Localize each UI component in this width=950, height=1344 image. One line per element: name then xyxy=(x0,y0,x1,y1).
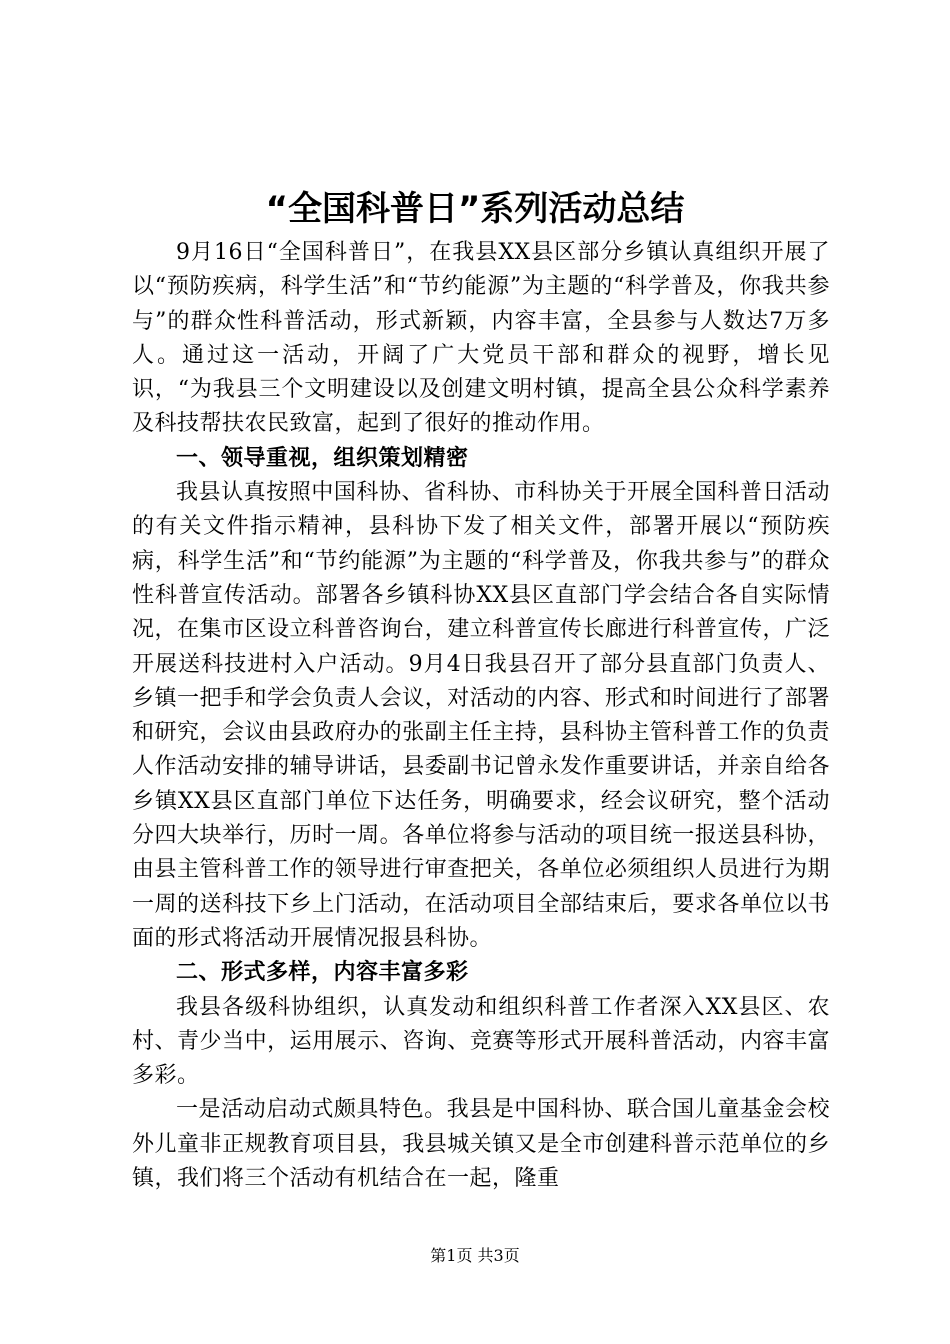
section-heading-1: 一、领导重视，组织策划精密 xyxy=(176,445,469,471)
intro-paragraph: 9月16日“全国科普日”，在我县XX县区部分乡镇认真组织开展了以“预防疾病，科学生活”和“节约能源”为主题的“科学普及，你我共参与”的群众性科普活动，形式新颖，内容丰富，全县参与人数达7万多人。通过这一活动，开阔了广大党员干部和群众的视野，增长见识，“为我县三个文明建设以及创建文明村镇，提高全县公众科学素养及科技帮扶农民致富，起到了很好的推动作用。 xyxy=(132,240,830,437)
page-number: 第1页 共3页 xyxy=(430,1246,520,1265)
section-heading-2: 二、形式多样，内容丰富多彩 xyxy=(176,960,469,986)
section-1-paragraph: 我县认真按照中国科协、省科协、市科协关于开展全国科普日活动的有关文件指示精神，县科协下发了相关文件，部署开展以“预防疾病，科学生活”和“节约能源”为主题的“科学普及，你我共参与”的群众性科普宣传活动。部署各乡镇科协XX县区直部门学会结合各自实际情况，在集市区设立科普咨询台，建立科普宣传长廊进行科普宣传，广泛开展送科技进村入户活动。9月4日我县召开了部分县直部门负责人、乡镇一把手和学会负责人会议，对活动的内容、形式和时间进行了部署和研究，会议由县政府办的张副主任主持，县科协主管科普工作的负责人作活动安排的辅导讲话，县委副书记曾永发作重要讲话，并亲自给各乡镇XX县区直部门单位下达任务，明确要求，经会议研究，整个活动分四大块举行，历时一周。各单位将参与活动的项目统一报送县科协，由县主管科普工作的领导进行审查把关，各单位必须组织人员进行为期一周的送科技下乡上门活动，在活动项目全部结束后，要求各单位以书面的形式将活动开展情况报县科协。 xyxy=(132,480,830,951)
document-title: “全国科普日”系列活动总结 xyxy=(265,189,685,229)
document-body xyxy=(132,236,830,1196)
section-2-paragraph: 我县各级科协组织，认真发动和组织科普工作者深入XX县区、农村、青少当中，运用展示、咨询、竞赛等形式开展科普活动，内容丰富多彩。 xyxy=(132,994,830,1089)
section-2-paragraph-2: 一是活动启动式颇具特色。我县是中国科协、联合国儿童基金会校外儿童非正规教育项目县，我县城关镇又是全市创建科普示范单位的乡镇，我们将三个活动有机结合在一起，隆重 xyxy=(132,1097,830,1192)
